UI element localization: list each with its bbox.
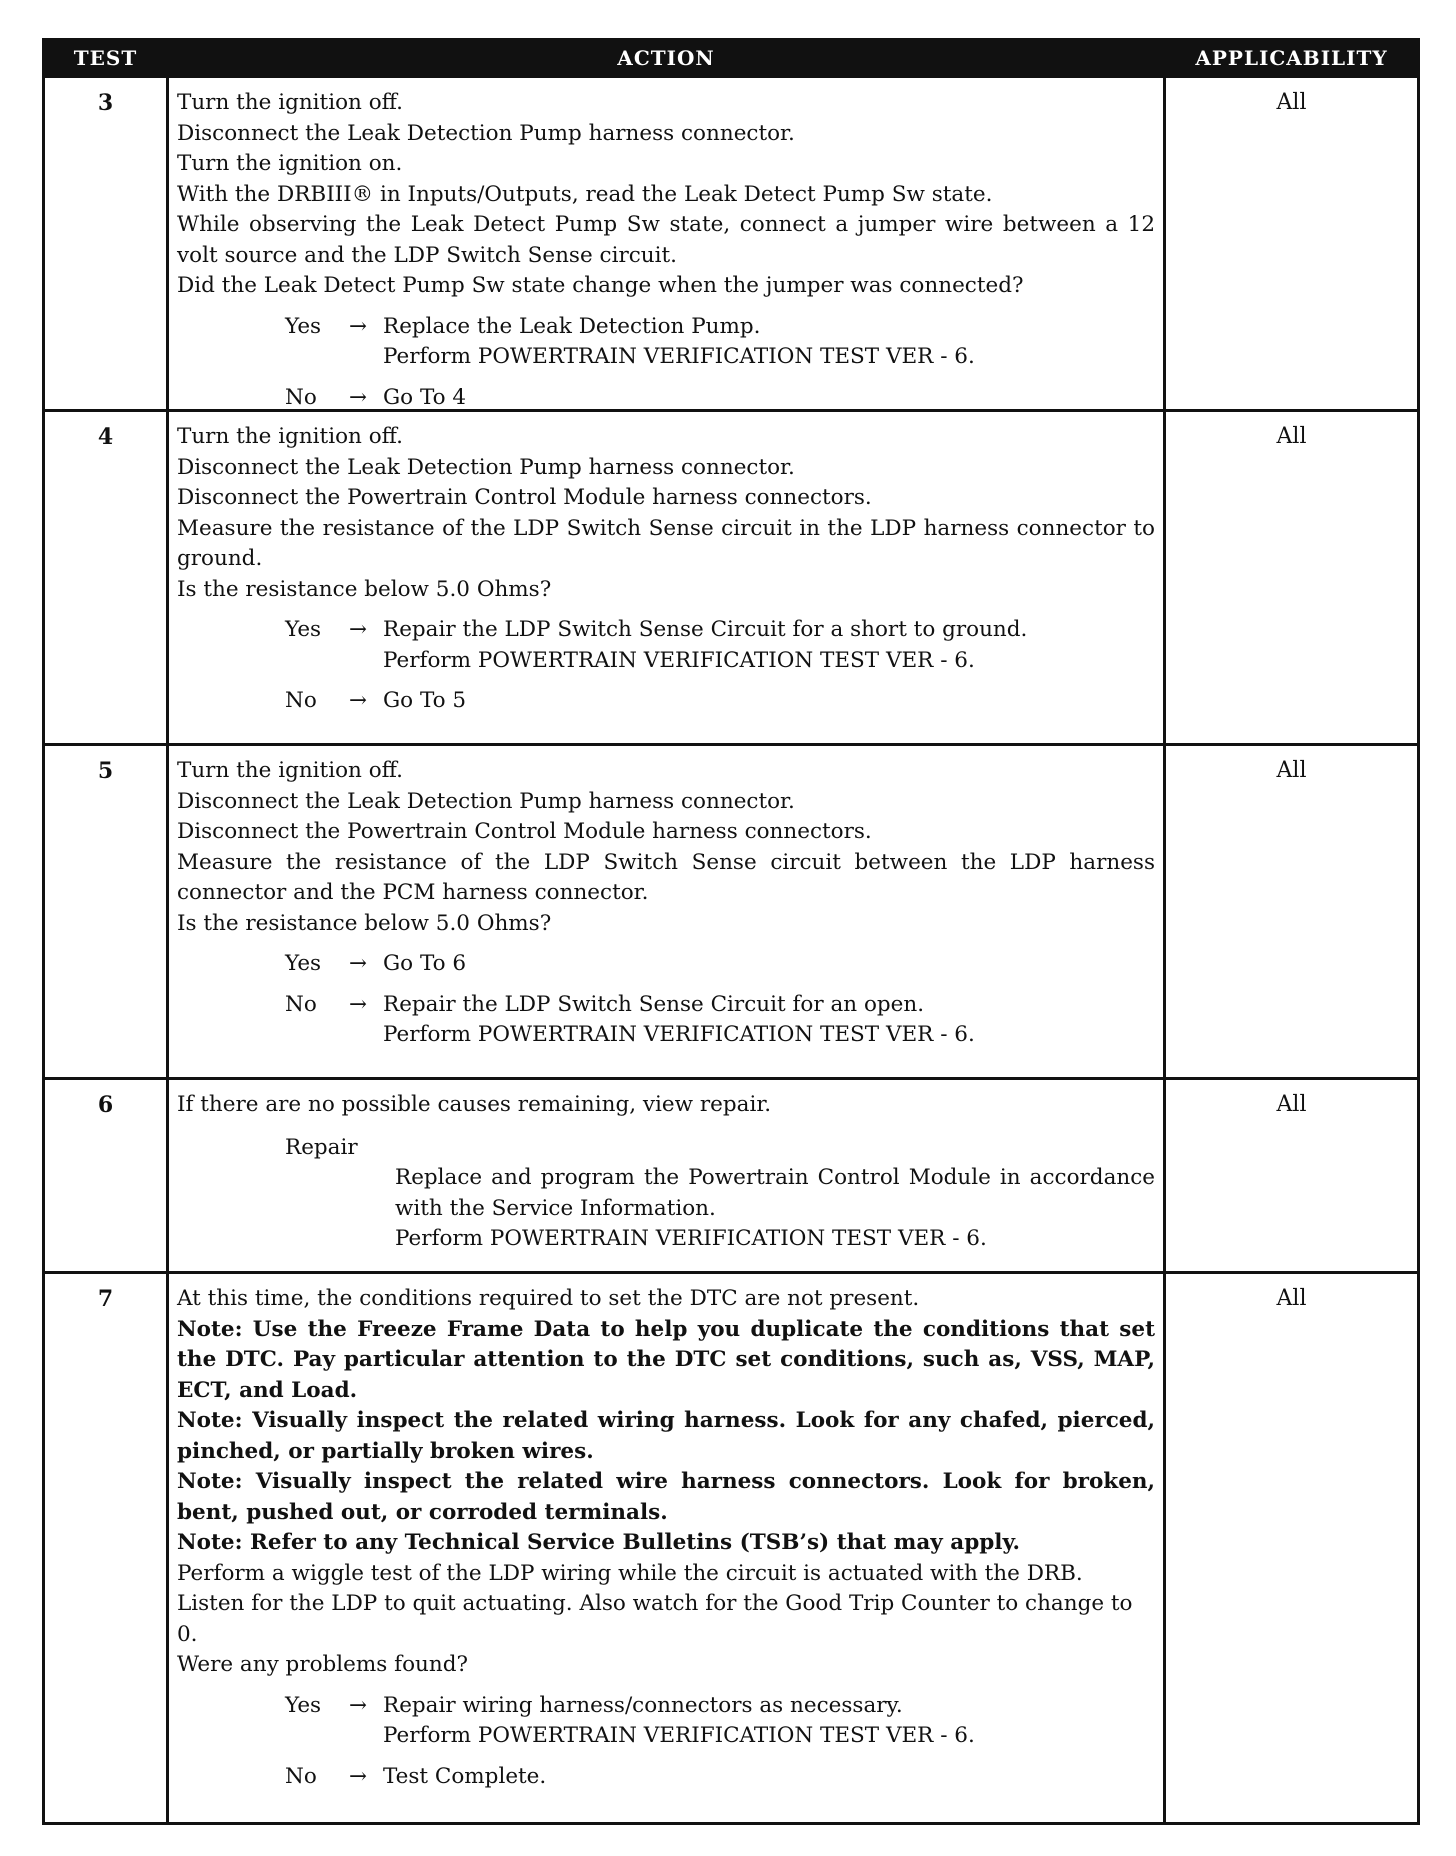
applicability: All bbox=[1276, 90, 1307, 115]
note: Note: Visually inspect the related wiring harness. Look for any chafed, pierced, pinched, or partially broken wires. bbox=[177, 1408, 1155, 1464]
yes-branch bbox=[285, 615, 1155, 676]
step-line: If there are no possible causes remaining, view repair. bbox=[177, 1092, 772, 1117]
arrow-icon: → bbox=[348, 688, 367, 713]
table-row bbox=[45, 1271, 1417, 1822]
result-line: Repair the LDP Switch Sense Circuit for an open. bbox=[383, 991, 925, 1017]
result-line: Repair the LDP Switch Sense Circuit for a short to ground. bbox=[383, 617, 1028, 642]
yes-result bbox=[383, 312, 1155, 373]
step-line: With the DRBIII® in Inputs/Outputs, read the Leak Detect Pump Sw state. bbox=[177, 181, 993, 207]
yes-result bbox=[383, 949, 1155, 980]
arrow-icon: → bbox=[348, 384, 367, 410]
no-result bbox=[383, 686, 1155, 717]
table-header bbox=[45, 41, 1417, 75]
arrow-icon: → bbox=[348, 1763, 367, 1789]
no-result bbox=[383, 990, 1155, 1051]
result-line: Repair wiring harness/connectors as necessary. bbox=[383, 1692, 903, 1718]
table-row bbox=[45, 75, 1417, 409]
yes-label: Yes bbox=[285, 1692, 322, 1718]
action-cell bbox=[166, 746, 1166, 1077]
step-line: Turn the ignition on. bbox=[177, 151, 403, 176]
action-cell bbox=[166, 78, 1166, 409]
test-number: 3 bbox=[97, 90, 114, 116]
action-cell bbox=[166, 412, 1166, 743]
note: Note: Refer to any Technical Service Bulletins (TSB’s) that may apply. bbox=[177, 1530, 1020, 1555]
table-row bbox=[45, 743, 1417, 1077]
test-number: 5 bbox=[97, 758, 114, 784]
no-result bbox=[383, 1762, 1155, 1793]
table-row bbox=[45, 409, 1417, 743]
no-label: No bbox=[285, 688, 317, 713]
step-line: Turn the ignition off. bbox=[177, 424, 403, 449]
result-line: Perform POWERTRAIN VERIFICATION TEST VER - 6. bbox=[383, 647, 975, 673]
step-line: Listen for the LDP to quit actuating. Also watch for the Good Trip Counter to change to 0. bbox=[177, 1591, 1133, 1647]
applicability: All bbox=[1276, 1286, 1307, 1311]
step-line: Turn the ignition off. bbox=[177, 90, 403, 115]
diagnostic-test-table bbox=[42, 38, 1420, 1825]
arrow-icon: → bbox=[348, 1692, 367, 1718]
step-line: Turn the ignition off. bbox=[177, 758, 403, 783]
yes-branch bbox=[285, 949, 1155, 980]
no-branch bbox=[285, 383, 1155, 414]
no-branch bbox=[285, 1762, 1155, 1793]
result-line: Go To 4 bbox=[383, 384, 467, 410]
table-row bbox=[45, 1077, 1417, 1271]
result-line: Replace the Leak Detection Pump. bbox=[383, 313, 761, 339]
yes-label: Yes bbox=[285, 313, 322, 339]
result-line: Perform POWERTRAIN VERIFICATION TEST VER - 6. bbox=[383, 344, 975, 369]
result-line: Go To 6 bbox=[383, 951, 467, 976]
yes-label: Yes bbox=[285, 617, 322, 642]
header-applicability: APPLICABILITY bbox=[1195, 46, 1388, 70]
no-result bbox=[383, 383, 1155, 414]
result-line: Go To 5 bbox=[383, 688, 467, 713]
yes-result bbox=[383, 1691, 1155, 1752]
test-number: 7 bbox=[97, 1286, 114, 1312]
arrow-icon: → bbox=[348, 951, 367, 976]
step-line: Measure the resistance of the LDP Switch Sense circuit between the LDP harness connector and the PCM harness connector. bbox=[177, 849, 1155, 905]
step-line: Did the Leak Detect Pump Sw state change when the jumper was connected? bbox=[177, 273, 1024, 298]
step-line: Were any problems found? bbox=[177, 1652, 469, 1677]
result-line: Test Complete. bbox=[383, 1763, 547, 1789]
step-line: Measure the resistance of the LDP Switch Sense circuit in the LDP harness connector to ground. bbox=[177, 515, 1155, 571]
step-line: Disconnect the Leak Detection Pump harness connector. bbox=[177, 788, 795, 814]
step-line: Disconnect the Powertrain Control Module harness connectors. bbox=[177, 485, 872, 510]
no-label: No bbox=[285, 384, 317, 410]
step-line: Perform a wiggle test of the LDP wiring while the circuit is actuated with the DRB. bbox=[177, 1560, 1083, 1586]
no-branch bbox=[285, 990, 1155, 1051]
arrow-icon: → bbox=[348, 991, 367, 1017]
result-line: Perform POWERTRAIN VERIFICATION TEST VER - 6. bbox=[383, 1723, 975, 1748]
note: Note: Use the Freeze Frame Data to help you duplicate the conditions that set the DTC. Pay particular attention to the DTC set conditions, such as, VSS, MAP, ECT, and Load. bbox=[177, 1316, 1155, 1403]
header-test: TEST bbox=[73, 46, 138, 70]
applicability: All bbox=[1276, 424, 1307, 449]
yes-result bbox=[383, 615, 1155, 676]
result-line: Perform POWERTRAIN VERIFICATION TEST VER - 6. bbox=[383, 1022, 975, 1047]
applicability: All bbox=[1276, 1092, 1307, 1117]
step-line: While observing the Leak Detect Pump Sw state, connect a jumper wire between a 12 volt source and the LDP Switch Sense circuit. bbox=[177, 212, 1155, 268]
yes-label: Yes bbox=[285, 951, 322, 976]
no-label: No bbox=[285, 1763, 317, 1789]
no-label: No bbox=[285, 991, 317, 1017]
arrow-icon: → bbox=[348, 313, 367, 339]
test-number: 4 bbox=[97, 424, 114, 450]
step-line: Disconnect the Powertrain Control Module harness connectors. bbox=[177, 819, 872, 844]
yes-branch bbox=[285, 312, 1155, 373]
step-line: Disconnect the Leak Detection Pump harness connector. bbox=[177, 120, 795, 146]
arrow-icon: → bbox=[348, 617, 367, 642]
step-line: Is the resistance below 5.0 Ohms? bbox=[177, 576, 552, 602]
step-line: At this time, the conditions required to set the DTC are not present. bbox=[177, 1286, 920, 1311]
no-branch bbox=[285, 686, 1155, 717]
yes-branch bbox=[285, 1691, 1155, 1752]
header-action: ACTION bbox=[617, 46, 715, 70]
step-line: Disconnect the Leak Detection Pump harness connector. bbox=[177, 454, 795, 480]
repair-perform: Perform POWERTRAIN VERIFICATION TEST VER - 6. bbox=[395, 1226, 987, 1251]
test-number: 6 bbox=[97, 1092, 114, 1118]
repair-text: Replace and program the Powertrain Control Module in accordance with the Service Information. bbox=[395, 1165, 1155, 1221]
action-cell bbox=[166, 1274, 1166, 1822]
step-line: Is the resistance below 5.0 Ohms? bbox=[177, 910, 552, 936]
action-cell bbox=[166, 1080, 1166, 1271]
note: Note: Visually inspect the related wire harness connectors. Look for broken, bent, pushed out, or corroded terminals. bbox=[177, 1469, 1155, 1525]
applicability: All bbox=[1276, 758, 1307, 783]
repair-label: Repair bbox=[285, 1134, 358, 1160]
